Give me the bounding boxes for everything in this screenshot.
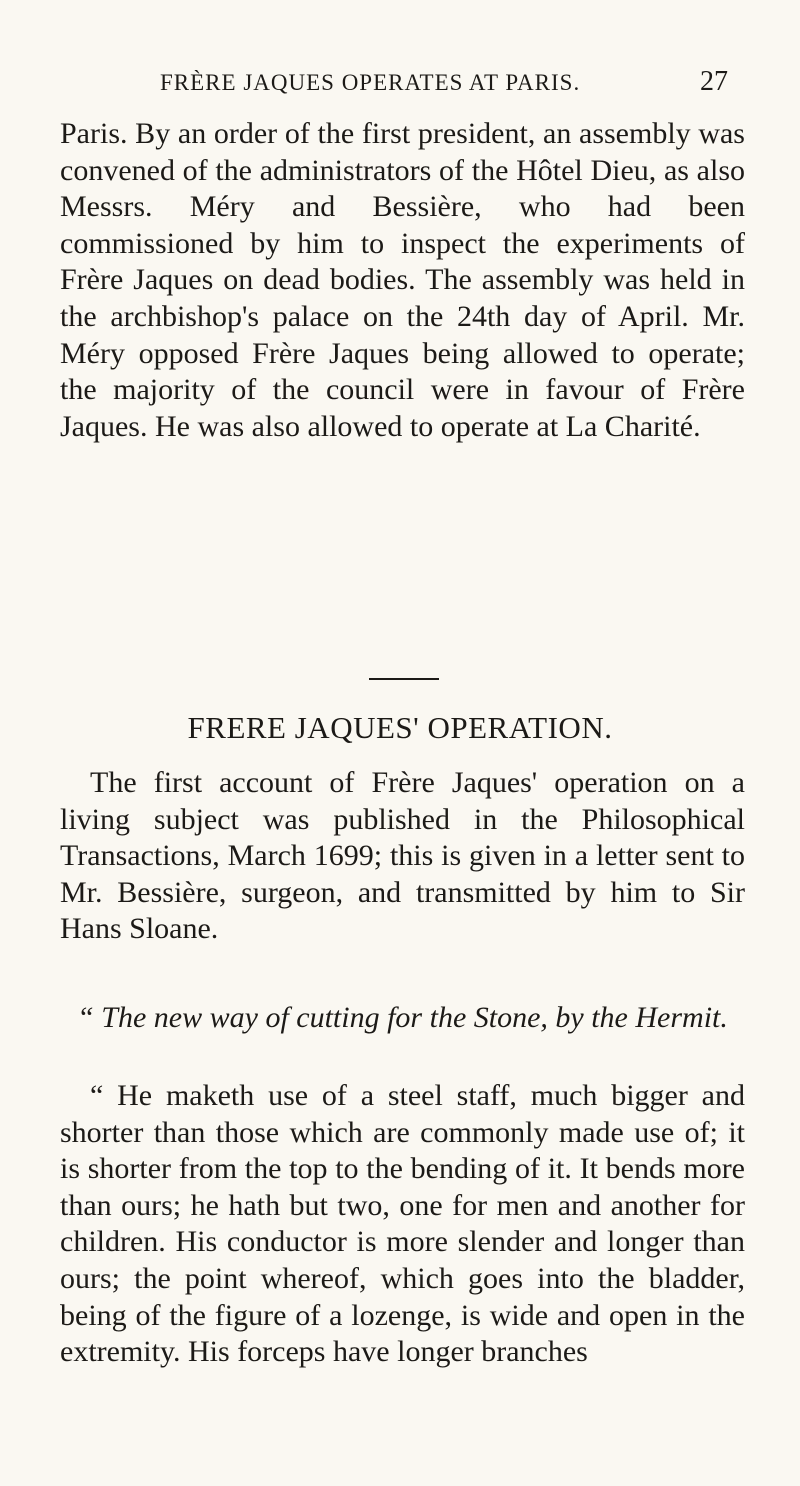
page-number: 27 [700,66,728,97]
running-head [0,62,800,102]
quote-title: “ The new way of cutting for the Stone, by the Hermit. [77,1001,728,1034]
paragraph-2: The first account of Frère Jaques' operation on a living subject was published in the Philosophical Transactions, March 1699; this is given in a letter sent to Mr. Bessière, surgeon, and transmitted by him to Sir Hans Sloane. [60,766,745,946]
running-title: FRÈRE JAQUES OPERATES AT PARIS. [160,70,581,95]
section-divider [369,678,439,680]
paragraph-3: “ He maketh use of a steel staff, much bigger and shorter than those which are commonly made use of; it is shorter from the top to the bending of it. It bends more than ours; he hath but two, one for men and another for children. His conductor is more slender and longer than ours; the point whereof, which goes into the bladder, being of the figure of a lozenge, is wide and open in the extremity. His forceps have longer branches [60,1079,745,1369]
section-heading: FRERE JAQUES' OPERATION. [187,710,613,745]
paragraph-1: Paris. By an order of the first president, an assembly was convened of the administrators of the Hôtel Dieu, as also Messrs. Méry and Bessière, who had been commissioned by him to inspect the experiments of Frère Jaques on dead bodies. The assembly was held in the archbishop's palace on the 24th day of April. Mr. Méry opposed Frère Jaques being allowed to operate; the majority of the council were in favour of Frère Jaques. He was also allowed to operate at La Charité. [60,117,745,443]
